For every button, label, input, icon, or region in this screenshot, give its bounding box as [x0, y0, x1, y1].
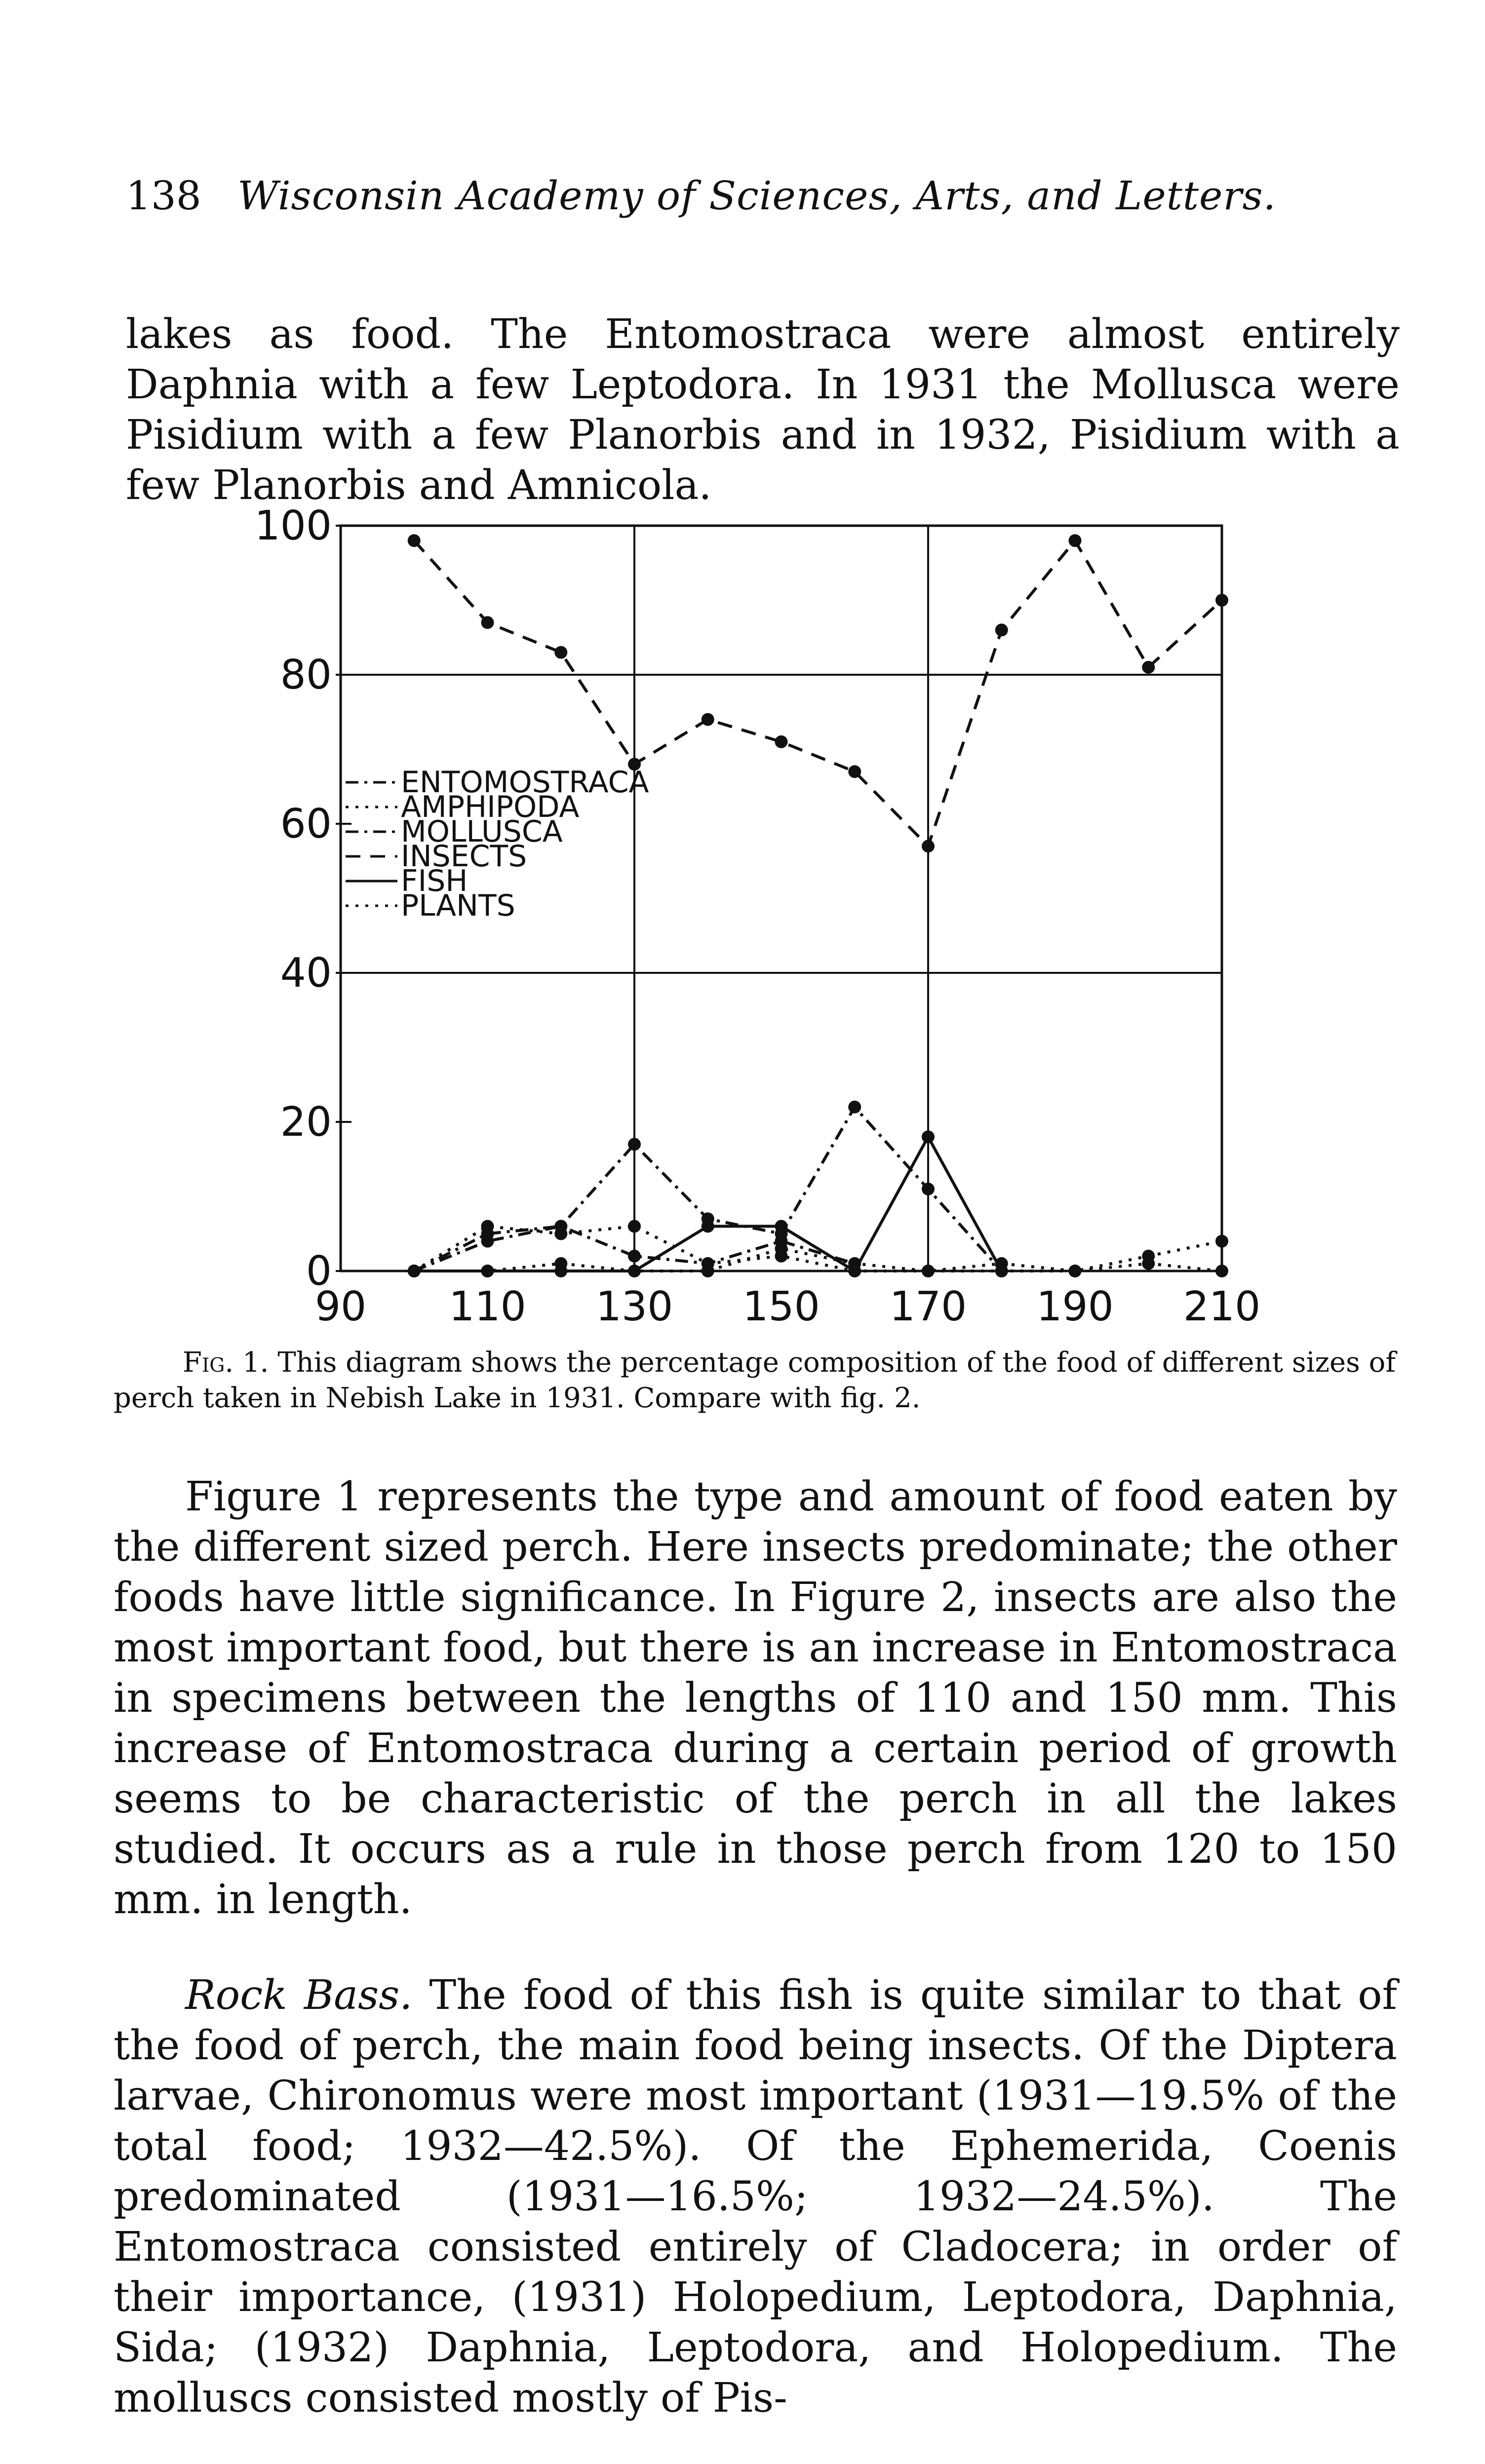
data-point [848, 1265, 861, 1277]
y-tick-label: 80 [280, 652, 332, 698]
series-line [414, 1137, 1002, 1271]
data-point [1215, 1265, 1228, 1277]
series-entomostraca [408, 1101, 1008, 1277]
data-point [702, 1257, 714, 1270]
paragraph-rock-bass [114, 1970, 1397, 2424]
data-point [775, 1235, 788, 1248]
data-point [995, 1257, 1008, 1270]
series-line [414, 1107, 1002, 1271]
data-point [1142, 1250, 1155, 1263]
data-point [628, 1265, 641, 1277]
data-point [481, 616, 494, 629]
data-point [554, 1265, 567, 1277]
chart-legend [346, 765, 649, 923]
x-tick-label: 110 [449, 1283, 526, 1330]
data-point [848, 1101, 861, 1114]
data-point [554, 646, 567, 659]
x-tick-label: 90 [314, 1283, 367, 1330]
data-point [1215, 594, 1228, 607]
data-point [554, 1228, 567, 1240]
chart-series [408, 534, 1228, 1277]
x-tick-label: 130 [595, 1283, 673, 1330]
legend-label: AMPHIPODA [401, 790, 580, 825]
data-point [481, 1220, 494, 1232]
food-composition-chart [237, 499, 1284, 1338]
data-point [922, 1265, 935, 1277]
data-point [628, 1250, 641, 1263]
legend-label: FISH [401, 864, 468, 899]
data-point [408, 1265, 421, 1277]
y-axis-ticks [254, 502, 352, 1295]
legend-label: MOLLUSCA [401, 814, 563, 849]
data-point [1215, 1235, 1228, 1248]
data-point [775, 1220, 788, 1232]
rock-bass-body: The food of this fish is quite similar to that of the food of perch, the main food being insects. Of the Diptera larvae, Chironomus were most important (1931—19.5% of the total food; 1932—42.5%). Of the Ephemerida, Coenis predominated (1931—16.5%; 1932—24.5%). The Entomostraca consisted entirely of Cladocera; in order of their importance, (1931) Holopedium, Leptodora, Daphnia, Sida; (1932) Daphnia, Leptodora, and Holopedium. The molluscs consisted mostly of Pis- [114, 1972, 1397, 2422]
y-tick-label: 60 [280, 801, 332, 847]
data-point [1069, 534, 1082, 547]
data-point [481, 1265, 494, 1277]
page-number: 138 [126, 173, 201, 219]
x-tick-label: 210 [1183, 1283, 1261, 1330]
paragraph-figure-discussion: Figure 1 represents the type and amount of food eaten by the different sized perch. Here insects predominate; the other foods have little significance. In Figure 2, insects are also the most important food, but there is an increase in Entomostraca in specimens between the lengths of 110 and 150 mm. This increase of Entomostraca during a certain period of growth seems to be characteristic of the perch in all the lakes studied. It occurs as a rule in those perch from 120 to 150 mm. in length. [114, 1473, 1397, 1923]
data-point [628, 1138, 641, 1151]
data-point [775, 735, 788, 748]
x-axis-ticks [315, 1283, 1260, 1330]
data-point [702, 713, 714, 726]
data-point [1069, 1265, 1082, 1277]
data-point [848, 765, 861, 778]
x-tick-label: 170 [889, 1283, 967, 1330]
x-tick-label: 150 [742, 1283, 820, 1330]
figure-label: Fig. 1. [183, 1347, 269, 1379]
y-tick-label: 0 [306, 1248, 332, 1295]
legend-label: PLANTS [401, 888, 515, 924]
figure-caption-text: This diagram shows the percentage composition of the food of different sizes of perch taken in Nebish Lake in 1931. Compare with fig. 2. [114, 1347, 1396, 1414]
data-point [922, 1183, 935, 1195]
figure-caption [114, 1345, 1397, 1416]
y-tick-label: 40 [280, 950, 332, 997]
data-point [702, 1220, 714, 1232]
journal-title: Wisconsin Academy of Sciences, Arts, and Letters. [237, 173, 1277, 219]
data-point [922, 840, 935, 852]
rock-bass-heading: Rock Bass. [185, 1972, 413, 2019]
data-point [408, 534, 421, 547]
y-tick-label: 20 [280, 1099, 332, 1146]
x-tick-label: 190 [1036, 1283, 1114, 1330]
data-point [995, 623, 1008, 636]
legend-label: ENTOMOSTRACA [401, 765, 649, 800]
data-point [922, 1130, 935, 1143]
paragraph-intro: lakes as food. The Entomostraca were almost entirely Daphnia with a few Leptodora. In 1931 the Mollusca were Pisidium with a few Planorbis and in 1932, Pisidium with a few Planorbis and Amnicola. [126, 311, 1400, 509]
running-header [126, 173, 1409, 219]
legend-label: INSECTS [401, 839, 527, 874]
data-point [775, 1250, 788, 1263]
y-tick-label: 100 [254, 502, 332, 549]
data-point [1142, 661, 1155, 674]
series-fish [408, 1130, 1008, 1277]
data-point [628, 1220, 641, 1232]
